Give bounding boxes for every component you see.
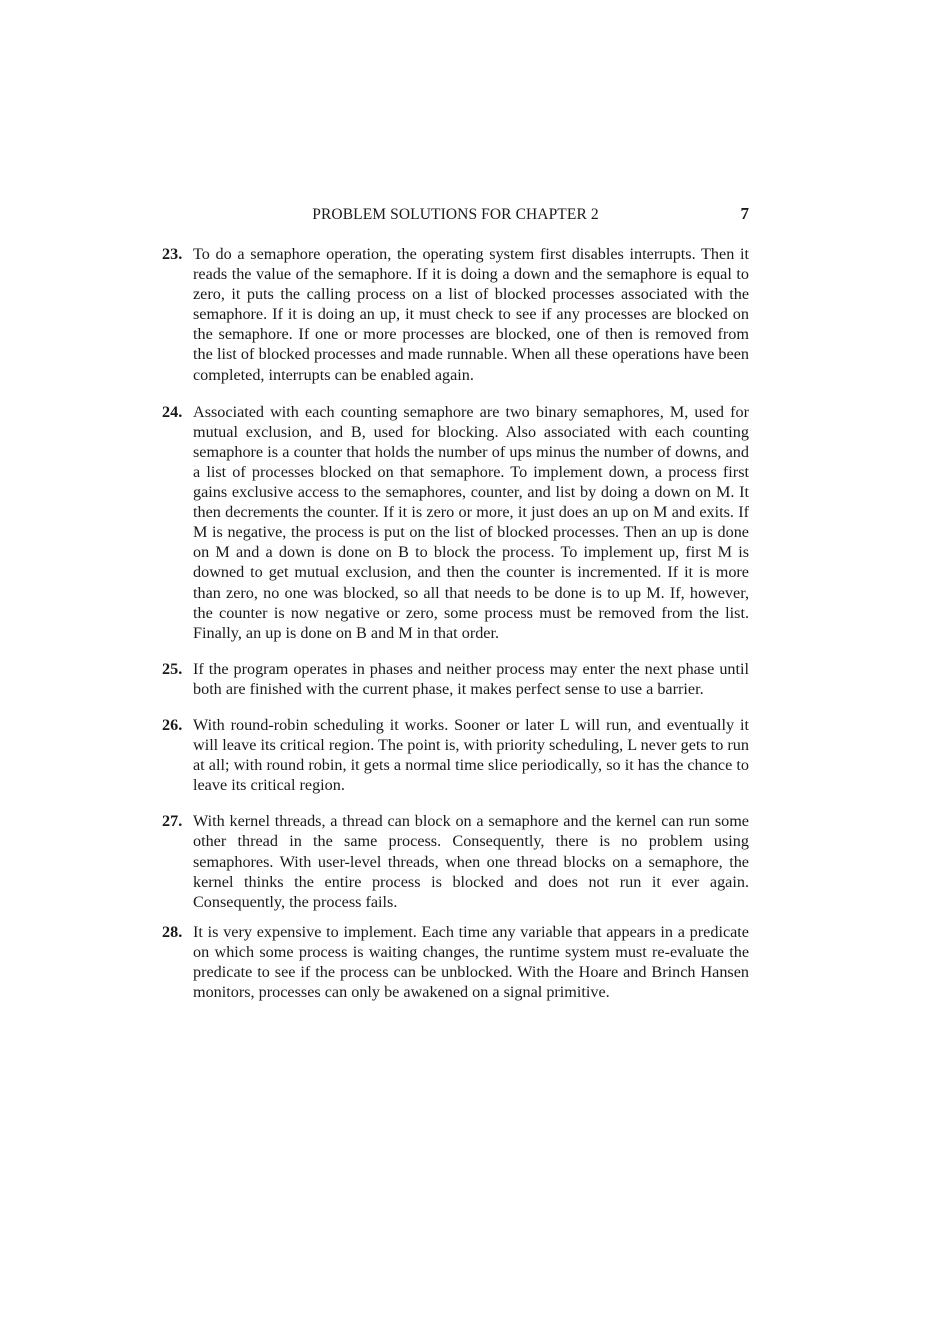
running-title: PROBLEM SOLUTIONS FOR CHAPTER 2 bbox=[312, 206, 599, 223]
problem-text: To do a semaphore operation, the operating system first disables interrupts. Then it reads the value of the semaphore. If it is doing a down and the semaphore is equal to zero, it puts the calling process on a list of blocked processes associated with the semaphore. If it is doing an up, it must check to see if any processes are blocked on the semaphore. If one or more processes are blocked, one of then is removed from the list of blocked processes and made runnable. When all these operations have been completed, interrupts can be enabled again. bbox=[193, 245, 749, 384]
problem-text: If the program operates in phases and neither process may enter the next phase until both are finished with the current phase, it makes perfect sense to use a barrier. bbox=[193, 659, 749, 698]
problem-number: 23. bbox=[162, 245, 183, 263]
page-number: 7 bbox=[740, 204, 749, 223]
problem-23 bbox=[162, 244, 749, 385]
problem-text: It is very expensive to implement. Each time any variable that appears in a predicate on which some process is waiting changes, the runtime system must re-evaluate the predicate to see if the process can be unblocked. With the Hoare and Brinch Hansen monitors, processes can only be awakened on a signal primitive. bbox=[193, 922, 749, 1002]
problem-25 bbox=[162, 659, 749, 699]
running-header bbox=[162, 204, 749, 226]
problem-27 bbox=[162, 811, 749, 911]
problem-number: 28. bbox=[162, 922, 183, 941]
problem-number: 26. bbox=[162, 715, 183, 734]
document-page bbox=[162, 204, 749, 1002]
problem-26 bbox=[162, 715, 749, 795]
problem-28 bbox=[162, 922, 749, 1002]
problem-number: 25. bbox=[162, 659, 183, 678]
problem-text: With kernel threads, a thread can block on a semaphore and the kernel can run some other thread in the same process. Consequently, there is no problem using semaphores. With user-level threads, when one thread blocks on a semaphore, the kernel thinks the entire process is blocked and does not run it ever again. Consequently, the process fails. bbox=[193, 812, 749, 911]
problem-text: With round-robin scheduling it works. Sooner or later L will run, and eventually it will leave its critical region. The point is, with priority scheduling, L never gets to run at all; with round robin, it gets a normal time slice periodically, so it has the chance to leave its critical region. bbox=[193, 715, 749, 795]
problem-24 bbox=[162, 402, 749, 643]
problem-text: Associated with each counting semaphore are two binary semaphores, M, used for mutual exclusion, and B, used for blocking. Also associated with each counting semaphore is a counter that holds the number of ups minus the number of downs, and a list of processes blocked on that semaphore. To implement down, a process first gains exclusive access to the semaphores, counter, and list by doing a down on M. It then decrements the counter. If it is zero or more, it just does an up on M and exits. If M is negative, the process is put on the list of blocked processes. Then an up is done on M and a down is done on B to block the process. To implement up, first M is downed to get mutual exclusion, and then the counter is incremented. If it is more than zero, no one was blocked, so all that needs to be done is to up M. If, however, the counter is now negative or zero, some process must be removed from the list. Finally, an up is done on B and M in that order. bbox=[193, 402, 749, 642]
problem-number: 27. bbox=[162, 812, 183, 831]
problem-number: 24. bbox=[162, 402, 183, 421]
